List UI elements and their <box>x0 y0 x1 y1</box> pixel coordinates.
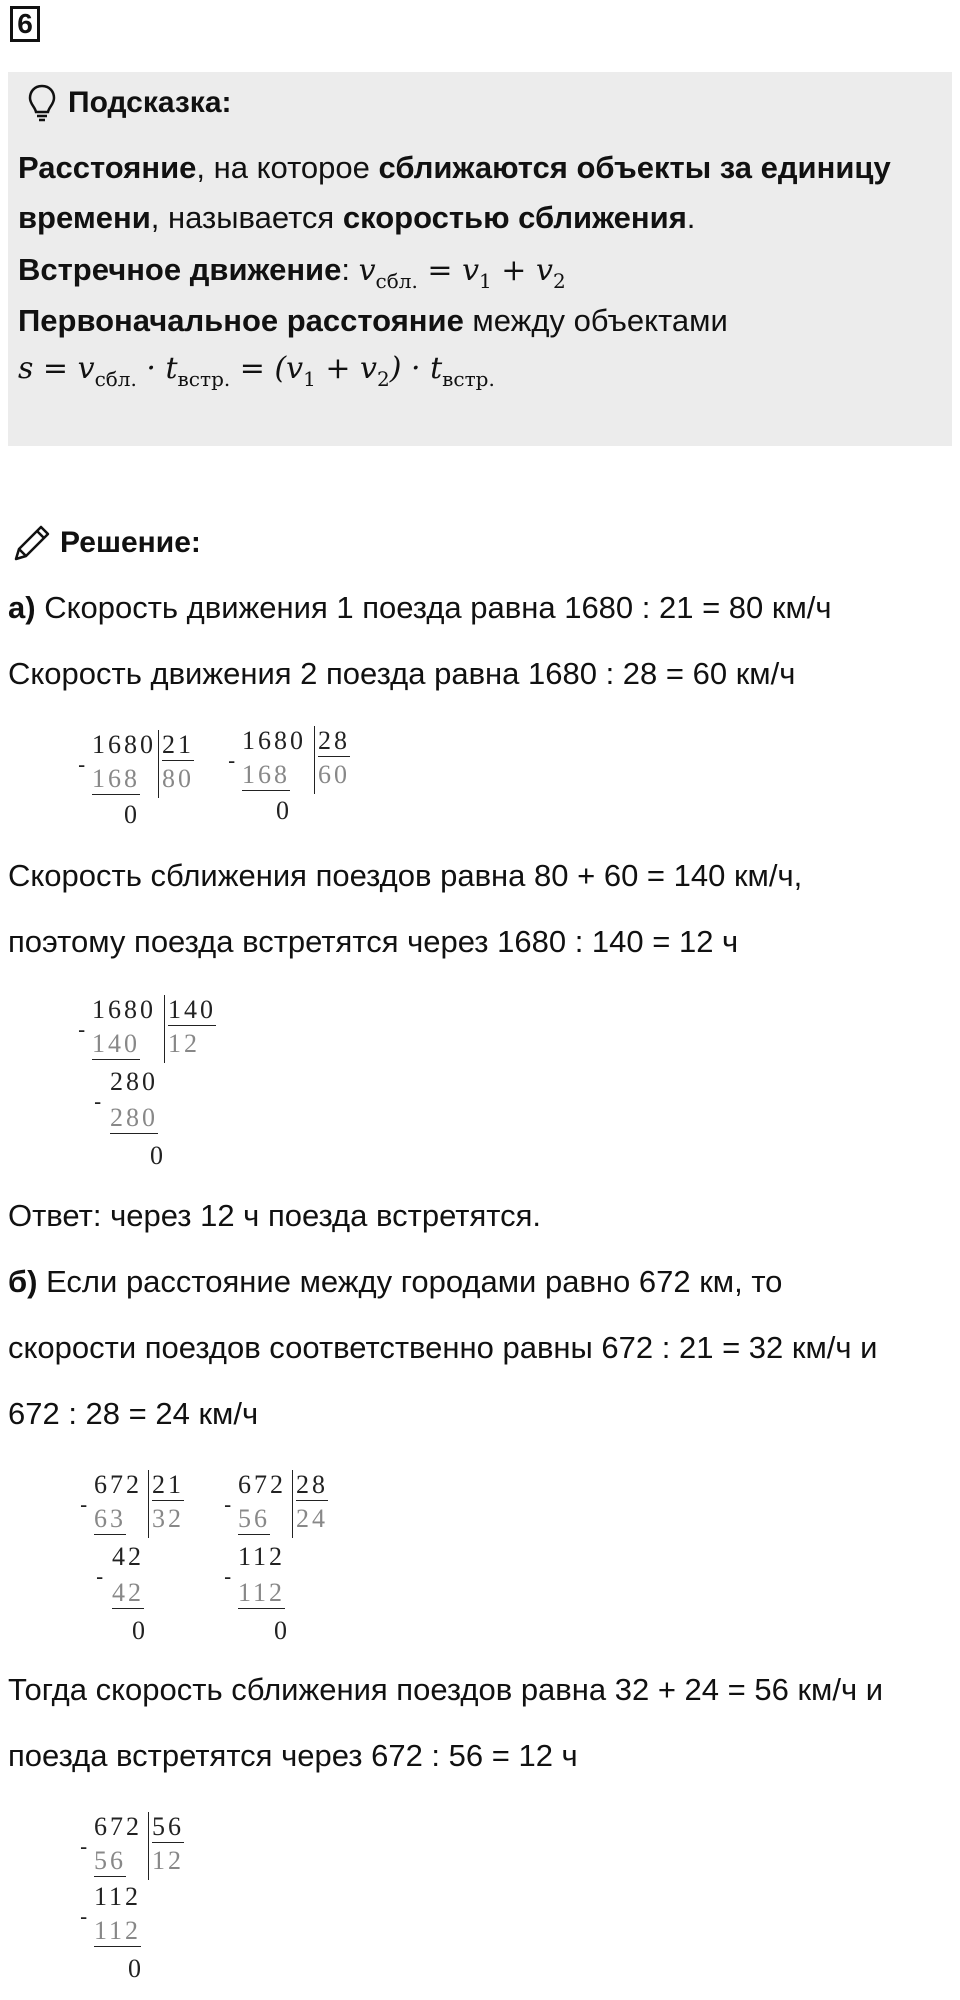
partial-dividend: 112 <box>238 1542 286 1571</box>
remainder: 0 <box>274 1616 290 1645</box>
dividend: 1680 <box>92 995 156 1024</box>
minus-sign: - <box>78 1017 86 1042</box>
division-bar <box>164 995 165 1063</box>
subtrahend: 63 <box>94 1504 126 1533</box>
divisor: 28 <box>296 1470 328 1499</box>
division-bar <box>158 730 159 798</box>
quotient: 60 <box>318 760 350 789</box>
divisor: 140 <box>168 995 216 1024</box>
solution-a-line-3: Скорость сближения поездов равна 80 + 60 = 140 км/ч, <box>8 858 803 893</box>
minus-sign: - <box>80 1834 88 1859</box>
division-bar <box>314 726 315 794</box>
minus-sign: - <box>224 1564 232 1589</box>
remainder: 0 <box>124 800 140 829</box>
subtrahend: 42 <box>112 1578 144 1607</box>
subtrahend: 56 <box>94 1846 126 1875</box>
hint-line-3: Встречное движение: $v_{сбл.} = v_1 + v_2$ <box>18 252 566 293</box>
subtrahend: 56 <box>238 1504 270 1533</box>
division-bar <box>292 1470 293 1538</box>
dividend: 672 <box>238 1470 286 1499</box>
solution-b-line-3: 672 : 28 = 24 км/ч <box>8 1396 259 1431</box>
remainder: 0 <box>128 1954 144 1983</box>
dividend: 1680 <box>242 726 306 755</box>
minus-sign: - <box>80 1492 88 1517</box>
hint-line-4: Первоначальное расстояние между объектами <box>18 303 728 338</box>
dividend: 672 <box>94 1470 142 1499</box>
quotient: 12 <box>168 1029 200 1058</box>
lightbulb-icon <box>28 84 56 122</box>
division-bar <box>148 1812 149 1880</box>
minus-sign: - <box>80 1904 88 1929</box>
solution-title-text: Решение: <box>60 526 201 559</box>
minus-sign: - <box>228 748 236 773</box>
solution-title <box>10 520 201 566</box>
solution-b-line-2: скорости поездов соответственно равны 672 : 21 = 32 км/ч и <box>8 1330 878 1365</box>
divisor: 21 <box>162 730 194 759</box>
task-number-badge: 6 <box>10 6 40 42</box>
solution-a-answer: Ответ: через 12 ч поезда встретятся. <box>8 1198 542 1233</box>
partial-dividend: 42 <box>112 1542 144 1571</box>
formula-distance: $s = v_{сбл.} \cdot t_{встр.} = (v_1 + v_2) \cdot t_{встр.}$ <box>18 351 495 391</box>
subtrahend: 140 <box>92 1029 140 1058</box>
remainder: 0 <box>150 1141 166 1170</box>
solution-a-line-4: поэтому поезда встретятся через 1680 : 140 = 12 ч <box>8 924 739 959</box>
hint-box <box>8 72 952 446</box>
minus-sign: - <box>94 1089 102 1114</box>
minus-sign: - <box>96 1564 104 1589</box>
divisor: 28 <box>318 726 350 755</box>
solution-b-line-4: Тогда скорость сближения поездов равна 32 + 24 = 56 км/ч и <box>8 1672 884 1707</box>
partial-dividend: 112 <box>94 1882 142 1911</box>
remainder: 0 <box>276 796 292 825</box>
solution-b-line-5: поезда встретятся через 672 : 56 = 12 ч <box>8 1738 578 1773</box>
divisor: 56 <box>152 1812 184 1841</box>
partial-dividend: 280 <box>110 1067 158 1096</box>
quotient: 24 <box>296 1504 328 1533</box>
hint-title <box>28 80 232 126</box>
dividend: 672 <box>94 1812 142 1841</box>
formula-closing-speed: $v_{сбл.} = v_1 + v_2$ <box>358 253 566 293</box>
minus-sign: - <box>224 1492 232 1517</box>
minus-sign: - <box>78 752 86 777</box>
hint-title-text: Подсказка: <box>68 86 232 119</box>
subtrahend: 168 <box>92 764 140 793</box>
quotient: 32 <box>152 1504 184 1533</box>
subtrahend: 112 <box>94 1916 142 1945</box>
solution-b-line-1: б) Если расстояние между городами равно 672 км, то <box>8 1264 783 1299</box>
remainder: 0 <box>132 1616 148 1645</box>
solution-a-line-1: а) Скорость движения 1 поезда равна 1680 : 21 = 80 км/ч <box>8 590 832 625</box>
division-bar <box>148 1470 149 1538</box>
hint-line-2: времени, называется скоростью сближения. <box>18 200 696 235</box>
subtrahend: 168 <box>242 760 290 789</box>
hint-line-1: Расстояние, на которое сближаются объекты за единицу <box>18 150 891 185</box>
quotient: 80 <box>162 764 194 793</box>
subtrahend: 280 <box>110 1103 158 1132</box>
quotient: 12 <box>152 1846 184 1875</box>
solution-a-line-2: Скорость движения 2 поезда равна 1680 : 28 = 60 км/ч <box>8 656 796 691</box>
pencil-icon <box>10 521 54 565</box>
subtrahend: 112 <box>238 1578 286 1607</box>
dividend: 1680 <box>92 730 156 759</box>
divisor: 21 <box>152 1470 184 1499</box>
